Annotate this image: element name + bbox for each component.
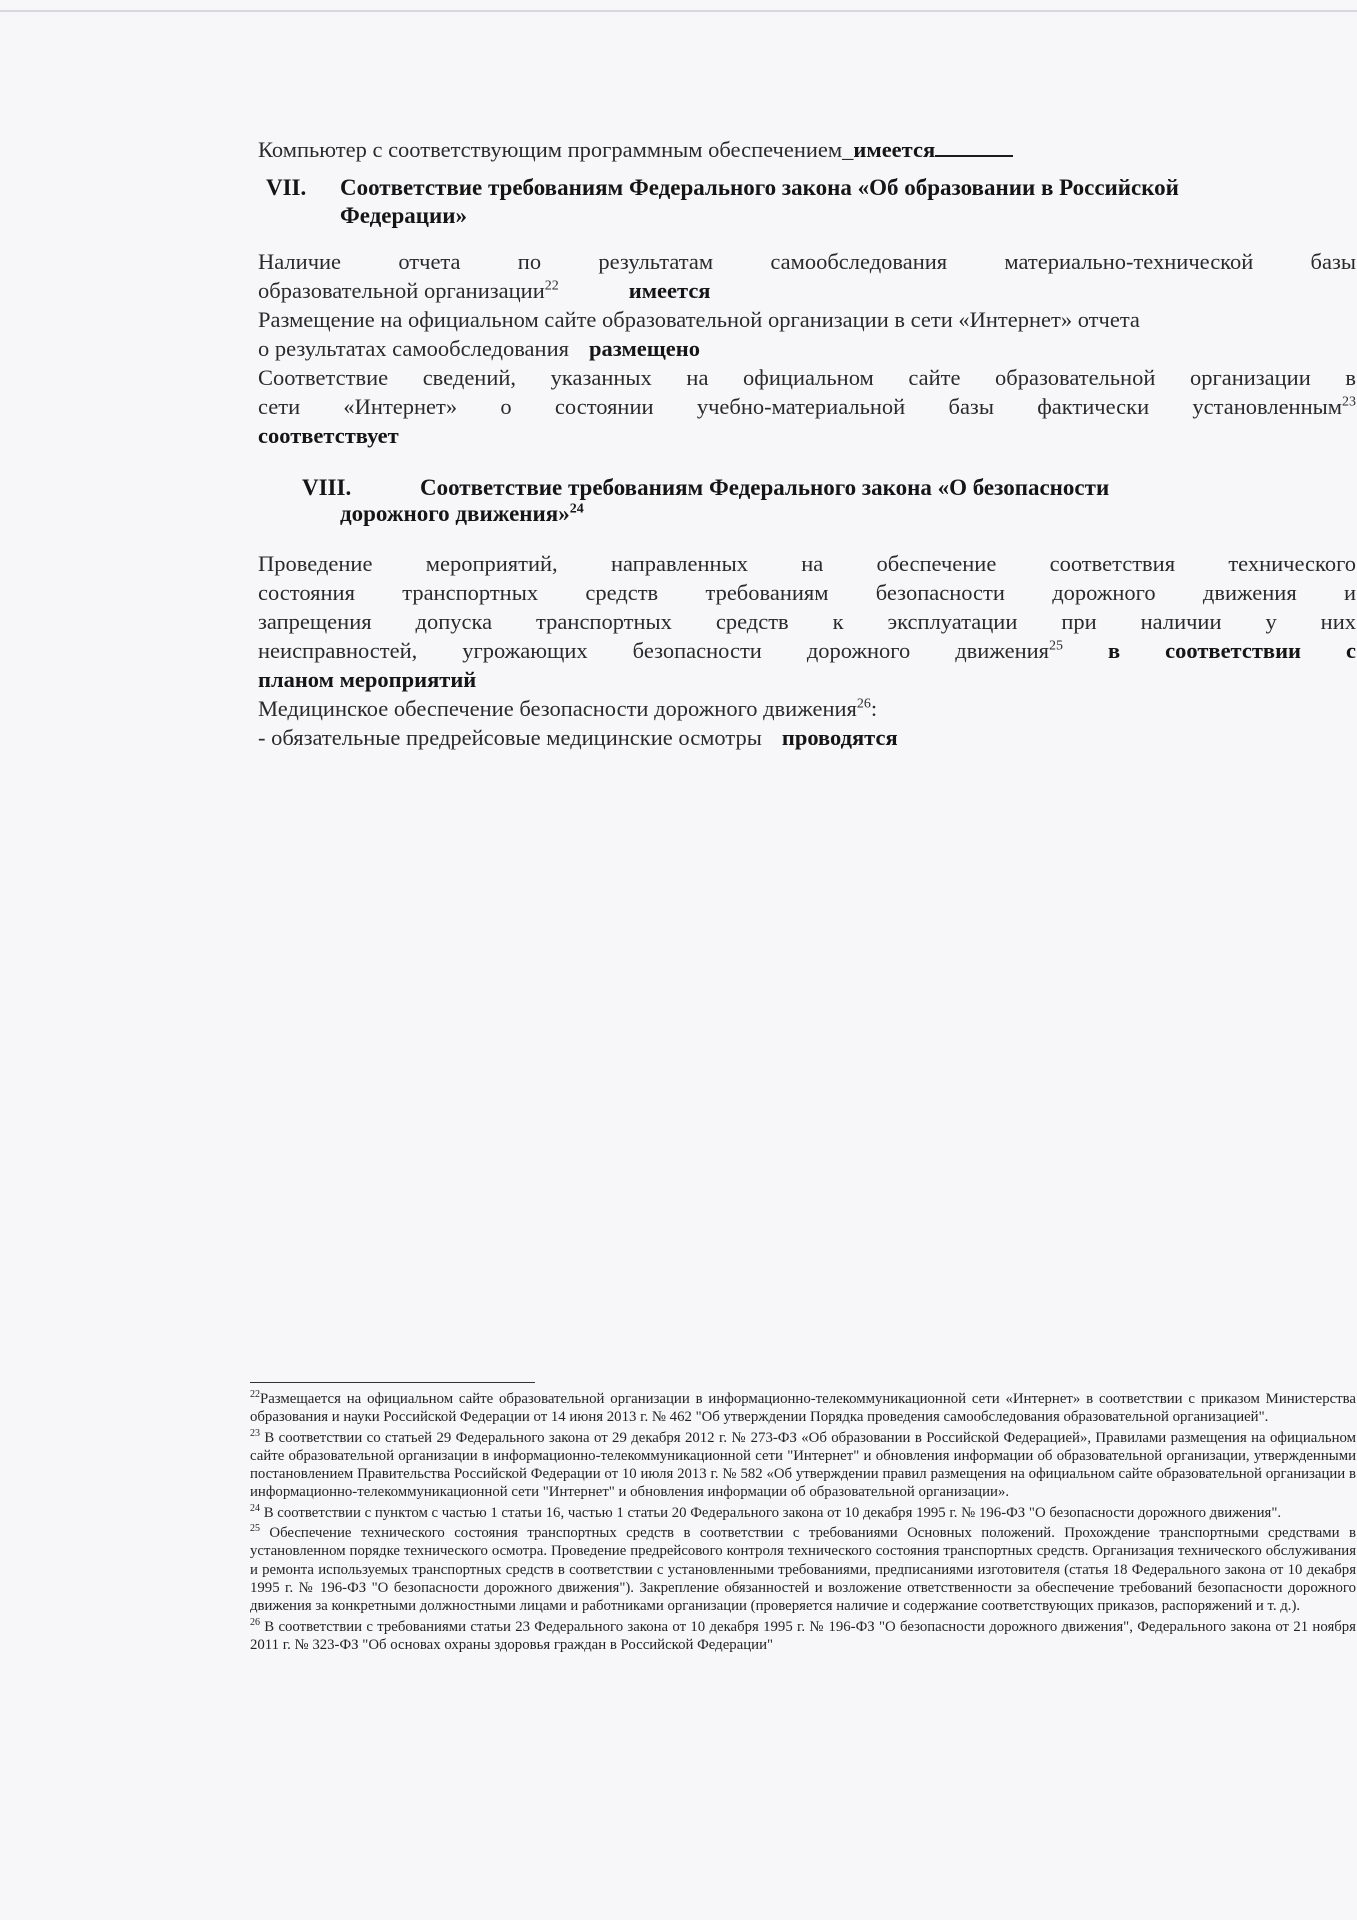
footnote-22 bbox=[250, 1390, 1356, 1427]
section-8-title-line2-text: дорожного движения» bbox=[340, 501, 570, 526]
section-7-number: VII. bbox=[266, 175, 307, 200]
footnote-26-number: 26 bbox=[250, 1616, 260, 1628]
footnote-separator bbox=[250, 1382, 535, 1383]
footnote-26-text: В соответствии с требованиями статьи 23 Федерального закона от 10 декабря 1995 г. № 196-ФЗ "О безопасности дорожного движения", Федерального закона от 21 ноября 2011 г. № 323-ФЗ "Об основах охраны здоровья граждан в Российской Федерации" bbox=[250, 1618, 1356, 1653]
footnote-25 bbox=[250, 1524, 1356, 1615]
footnote-23-text: В соответствии со статьей 29 Федерального закона от 29 декабря 2012 г. № 273-ФЗ «Об образовании в Российской Федерацией», Правилами размещения на официальном сайте образовательной организации в информационно-телекоммуникационной сети "Интернет" и обновления информации об образовательной организации, утвержденными постановлением Правительства Российской Федерации от 10 июля 2013 г. № 582 «Об утверждении правил размещения на официальном сайте образовательной организации в информационно-телекоммуникационной сети "Интернет" и обновления информации об образовательной организации». bbox=[250, 1429, 1356, 1501]
measures-line2: состояния транспортных средств требованиям безопасности дорожного движения и bbox=[258, 580, 1356, 605]
measures-value-line1: в соответствии с bbox=[1108, 638, 1356, 663]
medical-line1-suffix: : bbox=[870, 696, 878, 721]
website-paragraph bbox=[258, 305, 1356, 363]
medical-paragraph bbox=[258, 694, 1356, 752]
section-8-heading bbox=[258, 473, 1356, 533]
correspondence-line2-text: сети «Интернет» о состоянии учебно-материальной базы фактически установленным bbox=[258, 394, 1342, 419]
footnote-ref-22[interactable]: 22 bbox=[544, 278, 559, 294]
footnote-ref-26[interactable]: 26 bbox=[856, 696, 871, 712]
measures-paragraph bbox=[258, 549, 1356, 694]
document-page bbox=[258, 135, 1356, 752]
medical-line2 bbox=[258, 723, 1356, 752]
correspondence-value: соответствует bbox=[258, 423, 399, 448]
blank-underline bbox=[935, 137, 1013, 157]
section-7-title-line1: Соответствие требованиям Федерального закона «Об образовании в Российской bbox=[340, 175, 1179, 200]
footnote-24-number: 24 bbox=[250, 1502, 260, 1514]
website-line2 bbox=[258, 334, 1356, 363]
report-line2 bbox=[258, 276, 1356, 305]
footnote-ref-24[interactable]: 24 bbox=[569, 501, 584, 517]
section-7-heading bbox=[258, 173, 1356, 233]
footnote-23 bbox=[250, 1429, 1356, 1502]
measures-line4-text: неисправностей, угрожающих безопасности дорожного движения bbox=[258, 638, 1049, 663]
website-value: размещено bbox=[588, 336, 700, 361]
scan-edge bbox=[0, 10, 1357, 12]
report-line2-text: образовательной организации bbox=[258, 278, 545, 303]
computer-line-value: имеется bbox=[853, 137, 936, 162]
section-8-number: VIII. bbox=[302, 475, 352, 500]
footnotes bbox=[250, 1390, 1356, 1654]
medical-line2-text: - обязательные предрейсовые медицинские осмотры bbox=[258, 725, 762, 750]
computer-line-text: Компьютер с соответствующим программным обеспечением bbox=[258, 137, 843, 162]
footnote-ref-25[interactable]: 25 bbox=[1049, 638, 1063, 654]
website-line1: Размещение на официальном сайте образовательной организации в сети «Интернет» отчета bbox=[258, 307, 1140, 332]
medical-line1-text: Медицинское обеспечение безопасности дорожного движения bbox=[258, 696, 857, 721]
footnote-24 bbox=[250, 1504, 1356, 1522]
computer-line: Компьютер с соответствующим программным обеспечением_имеется bbox=[258, 135, 1356, 164]
footnote-22-number: 22 bbox=[250, 1389, 260, 1401]
correspondence-line1: Соответствие сведений, указанных на официальном сайте образовательной организации в bbox=[258, 365, 1356, 390]
section-8-title-line2 bbox=[340, 499, 584, 529]
website-line2-text: о результатах самообследования bbox=[258, 336, 569, 361]
footnote-23-number: 23 bbox=[250, 1427, 260, 1439]
footnote-25-text: Обеспечение технического состояния транспортных средств в соответствии с требованиями Основных положений. Прохождение транспортными средствами в установленном порядке технического осмотра. Проведение предрейсового контроля технического состояния транспортных средств. Организация технического обслуживания и ремонта используемых транспортных средств в соответствии с установленными требованиями, предписаниями изготовителя (статья 18 Федерального закона от 10 декабря 1995 г. № 196-ФЗ "О безопасности дорожного движения"). Закрепление обязанностей и возложение ответственности за обеспечение требований безопасности дорожного движения за конкретными должностными лицами и работниками организации (проверяется наличие и содержание соответствующих приказов, распоряжений и т. д.). bbox=[250, 1525, 1356, 1615]
measures-line3: запрещения допуска транспортных средств к эксплуатации при наличии у них bbox=[258, 609, 1356, 634]
correspondence-line2 bbox=[258, 392, 1356, 421]
medical-value: проводятся bbox=[781, 725, 898, 750]
correspondence-paragraph bbox=[258, 363, 1356, 450]
medical-line1 bbox=[258, 694, 1356, 723]
footnote-22-text: Размещается на официальном сайте образовательной организации в информационно-телекоммуникационной сети «Интернет» в соответствии с приказом Министерства образования и науки Российской Федерации от 14 июня 2013 г. № 462 "Об утверждении Порядка проведения самообследования образовательной организацией". bbox=[250, 1391, 1356, 1426]
measures-value-line2: планом мероприятий bbox=[258, 667, 477, 692]
report-paragraph bbox=[258, 247, 1356, 305]
section-7-title-line2: Федерации» bbox=[340, 203, 468, 228]
footnote-26 bbox=[250, 1618, 1356, 1655]
measures-line4 bbox=[258, 636, 1356, 665]
report-line1: Наличие отчета по результатам самообследования материально-технической базы bbox=[258, 249, 1356, 274]
measures-line1: Проведение мероприятий, направленных на обеспечение соответствия технического bbox=[258, 551, 1356, 576]
footnote-24-text: В соответствии с пунктом с частью 1 статьи 16, частью 1 статьи 20 Федерального закона от 10 декабря 1995 г. № 196-ФЗ "О безопасности дорожного движения". bbox=[260, 1504, 1282, 1521]
footnote-ref-23[interactable]: 23 bbox=[1342, 394, 1356, 410]
section-8-title-line1: Соответствие требованиям Федерального закона «О безопасности bbox=[420, 475, 1110, 500]
report-value: имеется bbox=[628, 278, 711, 303]
footnote-25-number: 25 bbox=[250, 1523, 260, 1535]
